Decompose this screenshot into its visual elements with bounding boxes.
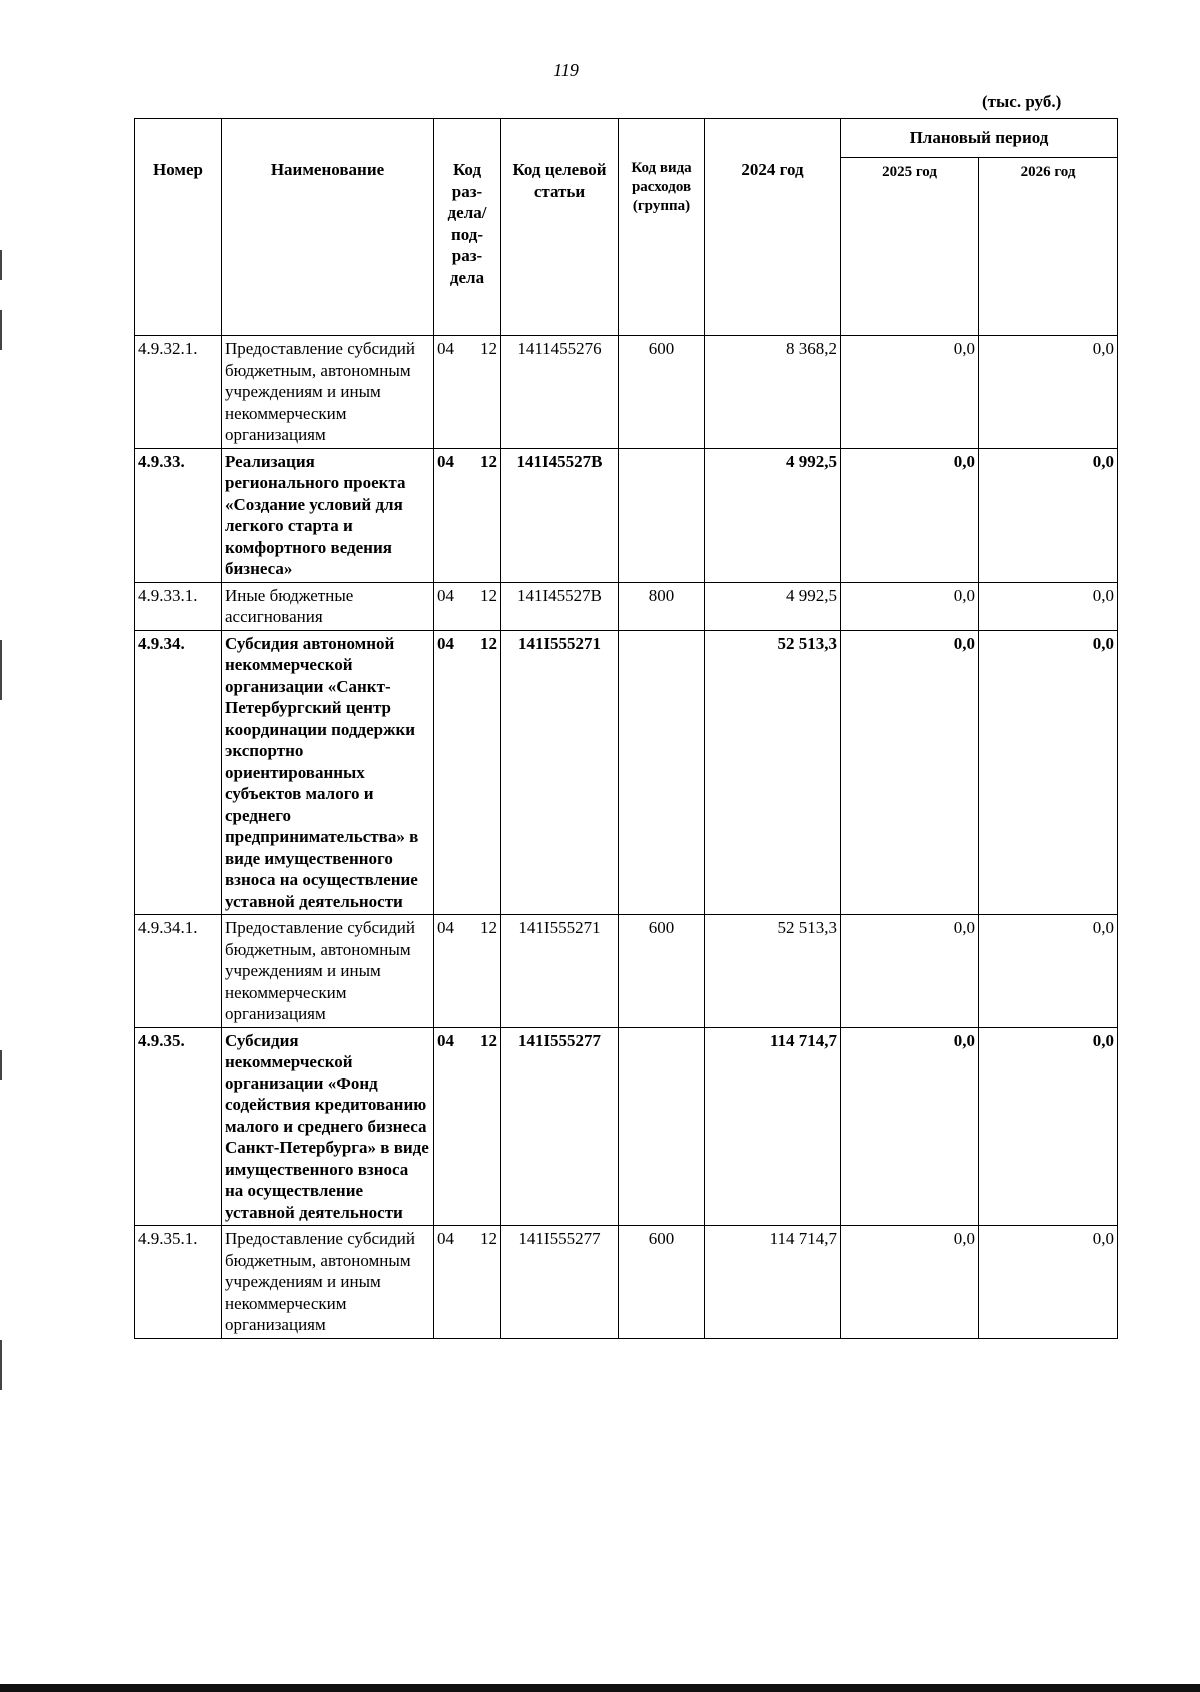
- row-expense-type: [619, 1027, 705, 1226]
- row-target-code: 141I45527В: [501, 448, 619, 582]
- row-name: Предоставление субсидий бюджетным, автономным учреждениям и иным некоммерческим организациям: [222, 1226, 434, 1339]
- row-2025: 0,0: [841, 448, 979, 582]
- table-row: [135, 1027, 1118, 1226]
- row-number: 4.9.34.: [135, 630, 222, 915]
- table-row: [135, 1226, 1118, 1339]
- row-expense-type: [619, 448, 705, 582]
- row-expense-type: 600: [619, 336, 705, 449]
- row-number: 4.9.35.: [135, 1027, 222, 1226]
- row-target-code: 141I555277: [501, 1027, 619, 1226]
- header-section-code: Код раз- дела/ под- раз- дела: [434, 119, 501, 336]
- page-number: 119: [553, 60, 579, 80]
- row-name: Реализация регионального проекта «Создание условий для легкого старта и комфортного ведения бизнеса»: [222, 448, 434, 582]
- header-2025: 2025 год: [841, 158, 979, 336]
- row-2024: 8 368,2: [705, 336, 841, 449]
- row-name: Субсидия автономной некоммерческой организации «Санкт-Петербургский центр координации поддержки экспортно ориентированных субъектов малого и среднего предпринимательства» в виде имущественного взноса на осуществление уставной деятельности: [222, 630, 434, 915]
- row-2026: 0,0: [979, 630, 1118, 915]
- header-target-code: Код целевой статьи: [501, 119, 619, 336]
- row-section-code: [434, 915, 501, 1028]
- row-number: 4.9.33.1.: [135, 582, 222, 630]
- row-name: Субсидия некоммерческой организации «Фонд содействия кредитованию малого и среднего бизнеса Санкт-Петербурга» в виде имущественного взноса на осуществление уставной деятельности: [222, 1027, 434, 1226]
- section-code: 04: [437, 1030, 454, 1050]
- subsection-code: 12: [480, 1030, 497, 1050]
- section-code: 04: [437, 339, 454, 358]
- row-expense-type: 800: [619, 582, 705, 630]
- row-2024: 52 513,3: [705, 630, 841, 915]
- row-2024: 4 992,5: [705, 582, 841, 630]
- section-code: 04: [437, 585, 454, 605]
- row-2024: 114 714,7: [705, 1226, 841, 1339]
- table-body: [135, 336, 1118, 1339]
- row-2025: 0,0: [841, 582, 979, 630]
- row-expense-type: [619, 630, 705, 915]
- subsection-code: 12: [480, 585, 497, 605]
- row-2026: 0,0: [979, 915, 1118, 1028]
- section-code: 04: [437, 451, 454, 471]
- row-number: 4.9.34.1.: [135, 915, 222, 1028]
- row-section-code: [434, 1226, 501, 1339]
- row-2025: 0,0: [841, 630, 979, 915]
- header-2026: 2026 год: [979, 158, 1118, 336]
- budget-table: [134, 118, 1118, 1339]
- row-section-code: [434, 630, 501, 915]
- row-number: 4.9.32.1.: [135, 336, 222, 449]
- table-row: [135, 630, 1118, 915]
- row-target-code: 141I555271: [501, 630, 619, 915]
- subsection-code: 12: [480, 918, 497, 937]
- scan-edge: [0, 0, 3, 1692]
- row-2024: 52 513,3: [705, 915, 841, 1028]
- row-section-code: [434, 1027, 501, 1226]
- header-name: Наименование: [222, 119, 434, 336]
- row-number: 4.9.35.1.: [135, 1226, 222, 1339]
- subsection-code: 12: [480, 451, 497, 471]
- table-row: [135, 336, 1118, 449]
- header-planned-period: Плановый период: [841, 119, 1118, 158]
- row-number: 4.9.33.: [135, 448, 222, 582]
- header-expense-type: Код вида расходов (группа): [619, 119, 705, 336]
- subsection-code: 12: [480, 339, 497, 358]
- table-row: [135, 448, 1118, 582]
- table-row: [135, 582, 1118, 630]
- subsection-code: 12: [480, 633, 497, 653]
- row-2025: 0,0: [841, 915, 979, 1028]
- header-2024: 2024 год: [705, 119, 841, 336]
- row-name: Иные бюджетные ассигнования: [222, 582, 434, 630]
- table-row: [135, 915, 1118, 1028]
- row-2026: 0,0: [979, 336, 1118, 449]
- scan-bottom-edge: [0, 1684, 1200, 1692]
- row-2026: 0,0: [979, 1027, 1118, 1226]
- row-name: Предоставление субсидий бюджетным, автономным учреждениям и иным некоммерческим организациям: [222, 915, 434, 1028]
- row-expense-type: 600: [619, 915, 705, 1028]
- row-expense-type: 600: [619, 1226, 705, 1339]
- row-section-code: [434, 582, 501, 630]
- row-2026: 0,0: [979, 582, 1118, 630]
- row-target-code: 141I555277: [501, 1226, 619, 1339]
- row-2025: 0,0: [841, 1226, 979, 1339]
- row-section-code: [434, 336, 501, 449]
- row-2026: 0,0: [979, 448, 1118, 582]
- row-2026: 0,0: [979, 1226, 1118, 1339]
- section-code: 04: [437, 1229, 454, 1248]
- row-section-code: [434, 448, 501, 582]
- row-target-code: 141I555271: [501, 915, 619, 1028]
- subsection-code: 12: [480, 1229, 497, 1248]
- section-code: 04: [437, 633, 454, 653]
- row-2025: 0,0: [841, 336, 979, 449]
- section-code: 04: [437, 918, 454, 937]
- row-target-code: 141I45527В: [501, 582, 619, 630]
- row-target-code: 1411455276: [501, 336, 619, 449]
- row-2024: 114 714,7: [705, 1027, 841, 1226]
- header-number: Номер: [135, 119, 222, 336]
- row-2025: 0,0: [841, 1027, 979, 1226]
- row-2024: 4 992,5: [705, 448, 841, 582]
- units-label: (тыс. руб.): [982, 92, 1062, 111]
- row-name: Предоставление субсидий бюджетным, автономным учреждениям и иным некоммерческим организациям: [222, 336, 434, 449]
